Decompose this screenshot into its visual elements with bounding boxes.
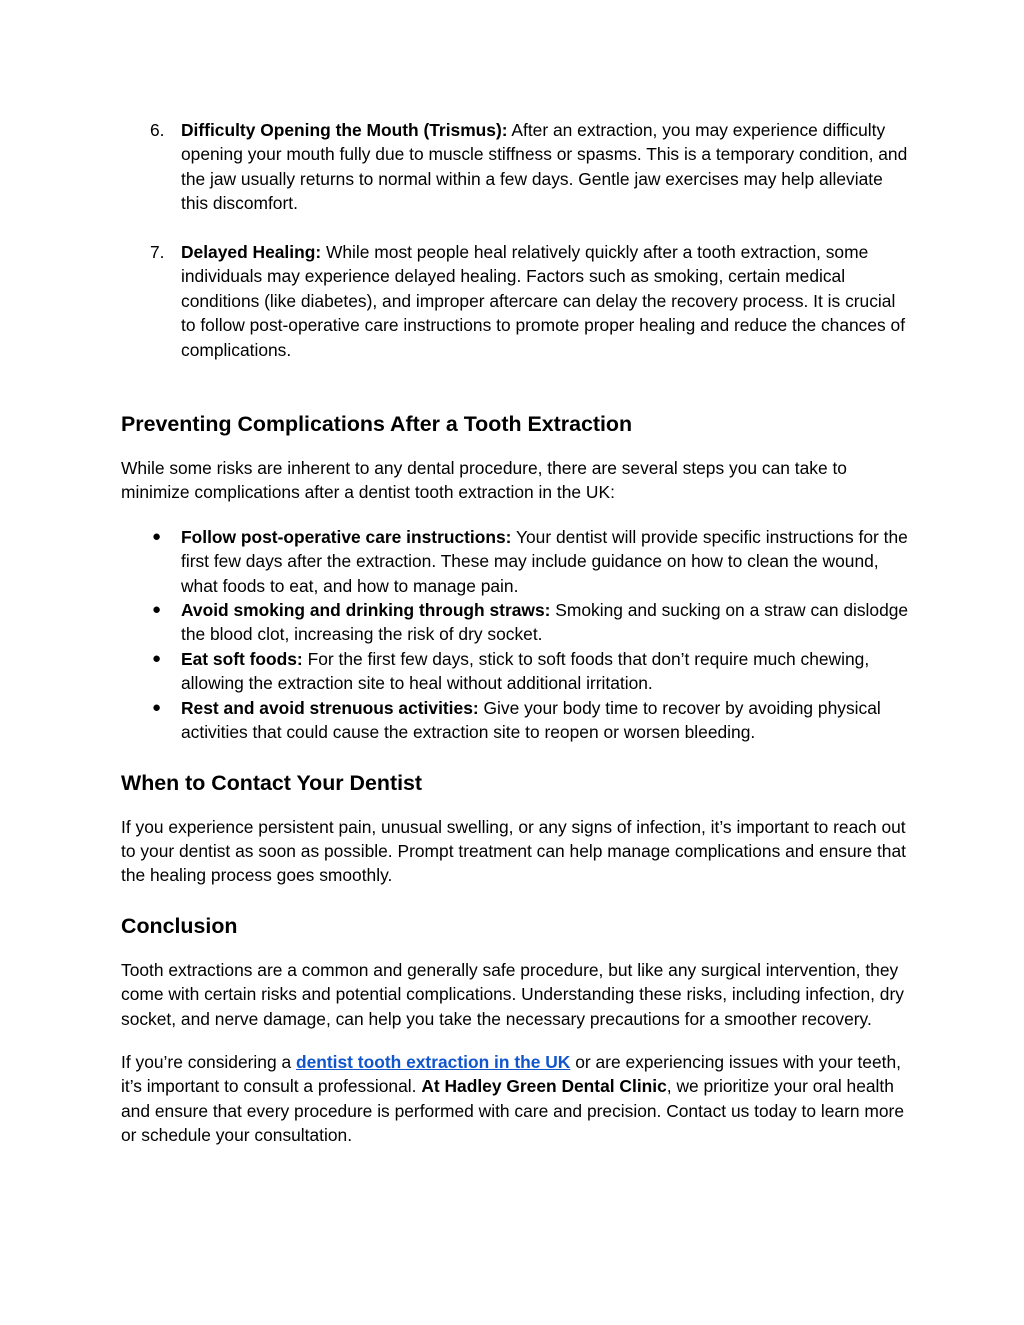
item-text: While most people heal relatively quickly after a tooth extraction, some individuals may experience delayed healing. Factors such as smoking, certain medical conditions (like diabetes), and improper aftercare can delay the recovery process. It is crucial to follow post-operative care instructions to promote proper healing and reduce the chances of complications. xyxy=(181,242,906,360)
list-item xyxy=(121,696,911,745)
para-text: If you’re considering a xyxy=(121,1051,296,1072)
bullet-title: Eat soft foods: xyxy=(181,648,303,669)
item-title: Difficulty Opening the Mouth (Trismus): xyxy=(181,120,508,140)
clinic-name: At Hadley Green Dental Clinic xyxy=(421,1076,667,1097)
heading-conclusion: Conclusion xyxy=(121,913,238,938)
bullet-icon: ● xyxy=(152,698,162,716)
bullet-text: Smoking and sucking on a straw can dislodge the blood clot, increasing the risk of dry socket. xyxy=(181,600,909,645)
item-text: After an extraction, you may experience difficulty opening your mouth fully due to muscle stiffness or spasms. This is a temporary condition, and the jaw usually returns to normal within a few days. Gentle jaw exercises may help alleviate this discomfort. xyxy=(181,120,908,214)
list-item xyxy=(121,525,911,598)
bullet-icon: ● xyxy=(152,649,162,667)
preventing-intro: While some risks are inherent to any dental procedure, there are several steps you can take to minimize complications after a dentist tooth extraction in the UK: xyxy=(121,458,847,503)
bullet-icon: ● xyxy=(152,527,162,545)
conclusion-paragraph-2 xyxy=(121,1050,911,1148)
document-page xyxy=(121,118,911,1148)
contact-paragraph: If you experience persistent pain, unusual swelling, or any signs of infection, it’s important to reach out to your dentist as soon as possible. Prompt treatment can help manage complications and ensure that the healing process goes smoothly. xyxy=(121,816,906,886)
bullet-title: Rest and avoid strenuous activities: xyxy=(181,697,479,718)
bullet-title: Follow post-operative care instructions: xyxy=(181,526,512,547)
bullet-text: Give your body time to recover by avoiding physical activities that could cause the extraction site to reopen or worsen bleeding. xyxy=(181,697,881,743)
para-text: or are experiencing issues with your teeth, it’s important to consult a professional. xyxy=(121,1051,901,1097)
list-item xyxy=(121,647,911,696)
conclusion-paragraph-1: Tooth extractions are a common and generally safe procedure, but like any surgical intervention, they come with certain risks and potential complications. Understanding these risks, including infection, dry socket, and nerve damage, can help you take the necessary precautions for a smoother recovery. xyxy=(121,959,904,1029)
item-number: 7. xyxy=(150,242,165,263)
para-text: , we prioritize your oral health and ensure that every procedure is performed with care and precision. Contact us today to learn more or schedule your consultation. xyxy=(121,1076,904,1146)
prevention-list xyxy=(121,525,911,745)
heading-contact: When to Contact Your Dentist xyxy=(121,770,423,795)
bullet-text: For the first few days, stick to soft foods that don’t require much chewing, allowing the extraction site to heal without additional irritation. xyxy=(181,648,870,694)
dentist-extraction-link[interactable]: dentist tooth extraction in the UK xyxy=(295,1051,571,1072)
list-item xyxy=(121,598,911,647)
numbered-item-delayed-healing xyxy=(121,240,911,362)
bullet-title: Avoid smoking and drinking through straws: xyxy=(181,600,551,621)
item-number: 6. xyxy=(150,120,165,140)
bullet-text: Your dentist will provide specific instructions for the first few days after the extraction. These may include guidance on how to clean the wound, what foods to eat, and how to manage pain. xyxy=(181,526,908,596)
numbered-item-trismus xyxy=(121,118,911,216)
item-title: Delayed Healing: xyxy=(181,242,322,263)
bullet-icon: ● xyxy=(152,601,162,619)
heading-preventing: Preventing Complications After a Tooth Extraction xyxy=(121,412,633,437)
